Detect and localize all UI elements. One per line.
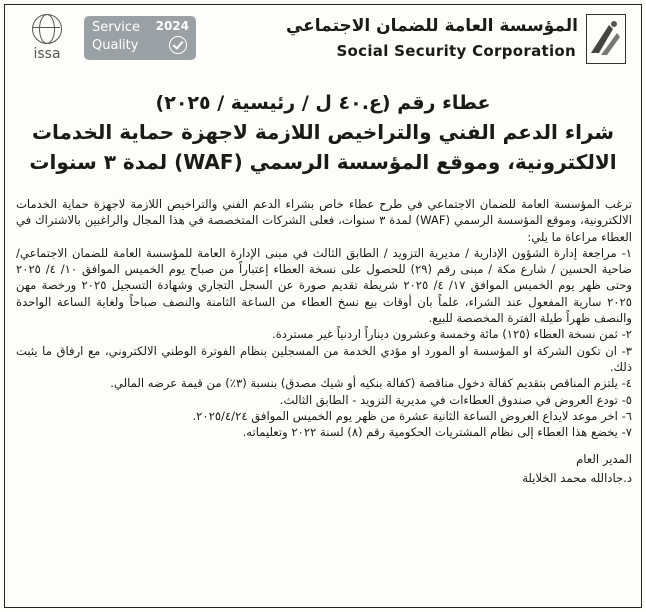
badge-line-2: Quality	[92, 38, 139, 53]
checkmark-icon	[169, 36, 187, 54]
list-item: ٦- اخر موعد لايداع العروض الساعة الثانية عشرة من ظهر يوم الخميس الموافق ٢٠٢٥/٤/٢٤.	[192, 408, 632, 423]
list-item: ٧- يخضع هذا العطاء إلى نظام المشتريات الحكومية رقم (٨) لسنة ٢٠٢٢ وتعليماته.	[242, 425, 632, 440]
intro-paragraph: ترغب المؤسسة العامة للضمان الاجتماعي في طرح عطاء خاص بشراء الدعم الفني والتراخيص اللازمة لاجهزة حماية الخدمات الالكترونية، وموقع المؤسسة الرسمي (WAF) لمدة ٣ سنوات، فعلى الشركات المتخصصة في هذا المجال والراغبين بالاشتراك في العطاء مراعاة ما يلي:	[16, 197, 633, 244]
badge-line-1: Service	[92, 20, 141, 35]
border-frame	[4, 4, 642, 608]
title-line-3: الالكترونية، وموقع المؤسسة الرسمي (WAF) لمدة ٣ سنوات	[29, 150, 617, 174]
org-name-english: Social Security Corporation	[336, 42, 576, 60]
globe-icon	[32, 14, 62, 44]
org-name-arabic: المؤسسة العامة للضمان الاجتماعي	[285, 16, 578, 36]
ssc-logo-icon	[587, 15, 624, 62]
list-item: ٢- ثمن نسخة العطاء (١٢٥) مائة وخمسة وعشرون ديناراً اردنياً غير مستردة.	[272, 327, 632, 342]
ssc-logo	[586, 14, 626, 64]
list-item: ١- مراجعة إدارة الشؤون الإدارية / مديرية التزويد / الطابق الثالث في مبنى الإدارة العامة للمؤسسة العامة للضمان الاجتماعي/ ضاحية الحسين / شارع مكة / مبنى رقم (٢٩) للحصول على نسخة العطاء إعتباراً من صباح يوم الخميس الموافق ١٠/ ٤/ ٢٠٢٥ وحتى ظهر يوم الخميس الموافق ١٧/ ٤/ ٢٠٢٥ شريطة تقديم صورة عن السجل التجاري وشهادة التسجيل ٢٠٢٥ ورخصة مهن ٢٠٢٥ سارية المفعول عند الشراء، علماً بان أوقات بيع نسخ العطاء من الساعة الثامنة والنصف صباحاً ولغاية الساعة الواحدة والنصف ظهراً طيلة الفترة المخصصة للبيع.	[16, 245, 632, 326]
signatory-name: د.جادالله محمد الخلايلة	[522, 471, 632, 486]
service-quality-badge	[84, 16, 196, 60]
title-line-2: شراء الدعم الفني والتراخيص اللازمة لاجهزة حماية الخدمات	[31, 120, 615, 144]
issa-logo	[20, 14, 74, 62]
signatory-role: المدير العام	[576, 452, 632, 467]
list-item: ٤- يلتزم المناقص بتقديم كفالة دخول مناقصة (كفالة بنكيه أو شيك مصدق) بنسبة (٣٪) من قيمة عرضه المالي.	[110, 376, 632, 391]
badge-year: 2024	[155, 19, 189, 33]
title-line-1: عطاء رقم (ع.٤٠ ل / رئيسية / ٢٠٢٥)	[155, 92, 491, 114]
header	[8, 6, 638, 72]
list-item: ٥- تودع العروض في صندوق العطاءات في مديرية التزويد - الطابق الثالث.	[279, 392, 632, 407]
list-item: ٣- ان تكون الشركة او المؤسسة او المورد او مؤدي الخدمة من المسجلين بنظام الفوترة الوطني الالكتروني، مع ارفاق ما يثبت ذلك.	[16, 343, 632, 374]
issa-label: issa	[33, 46, 61, 62]
